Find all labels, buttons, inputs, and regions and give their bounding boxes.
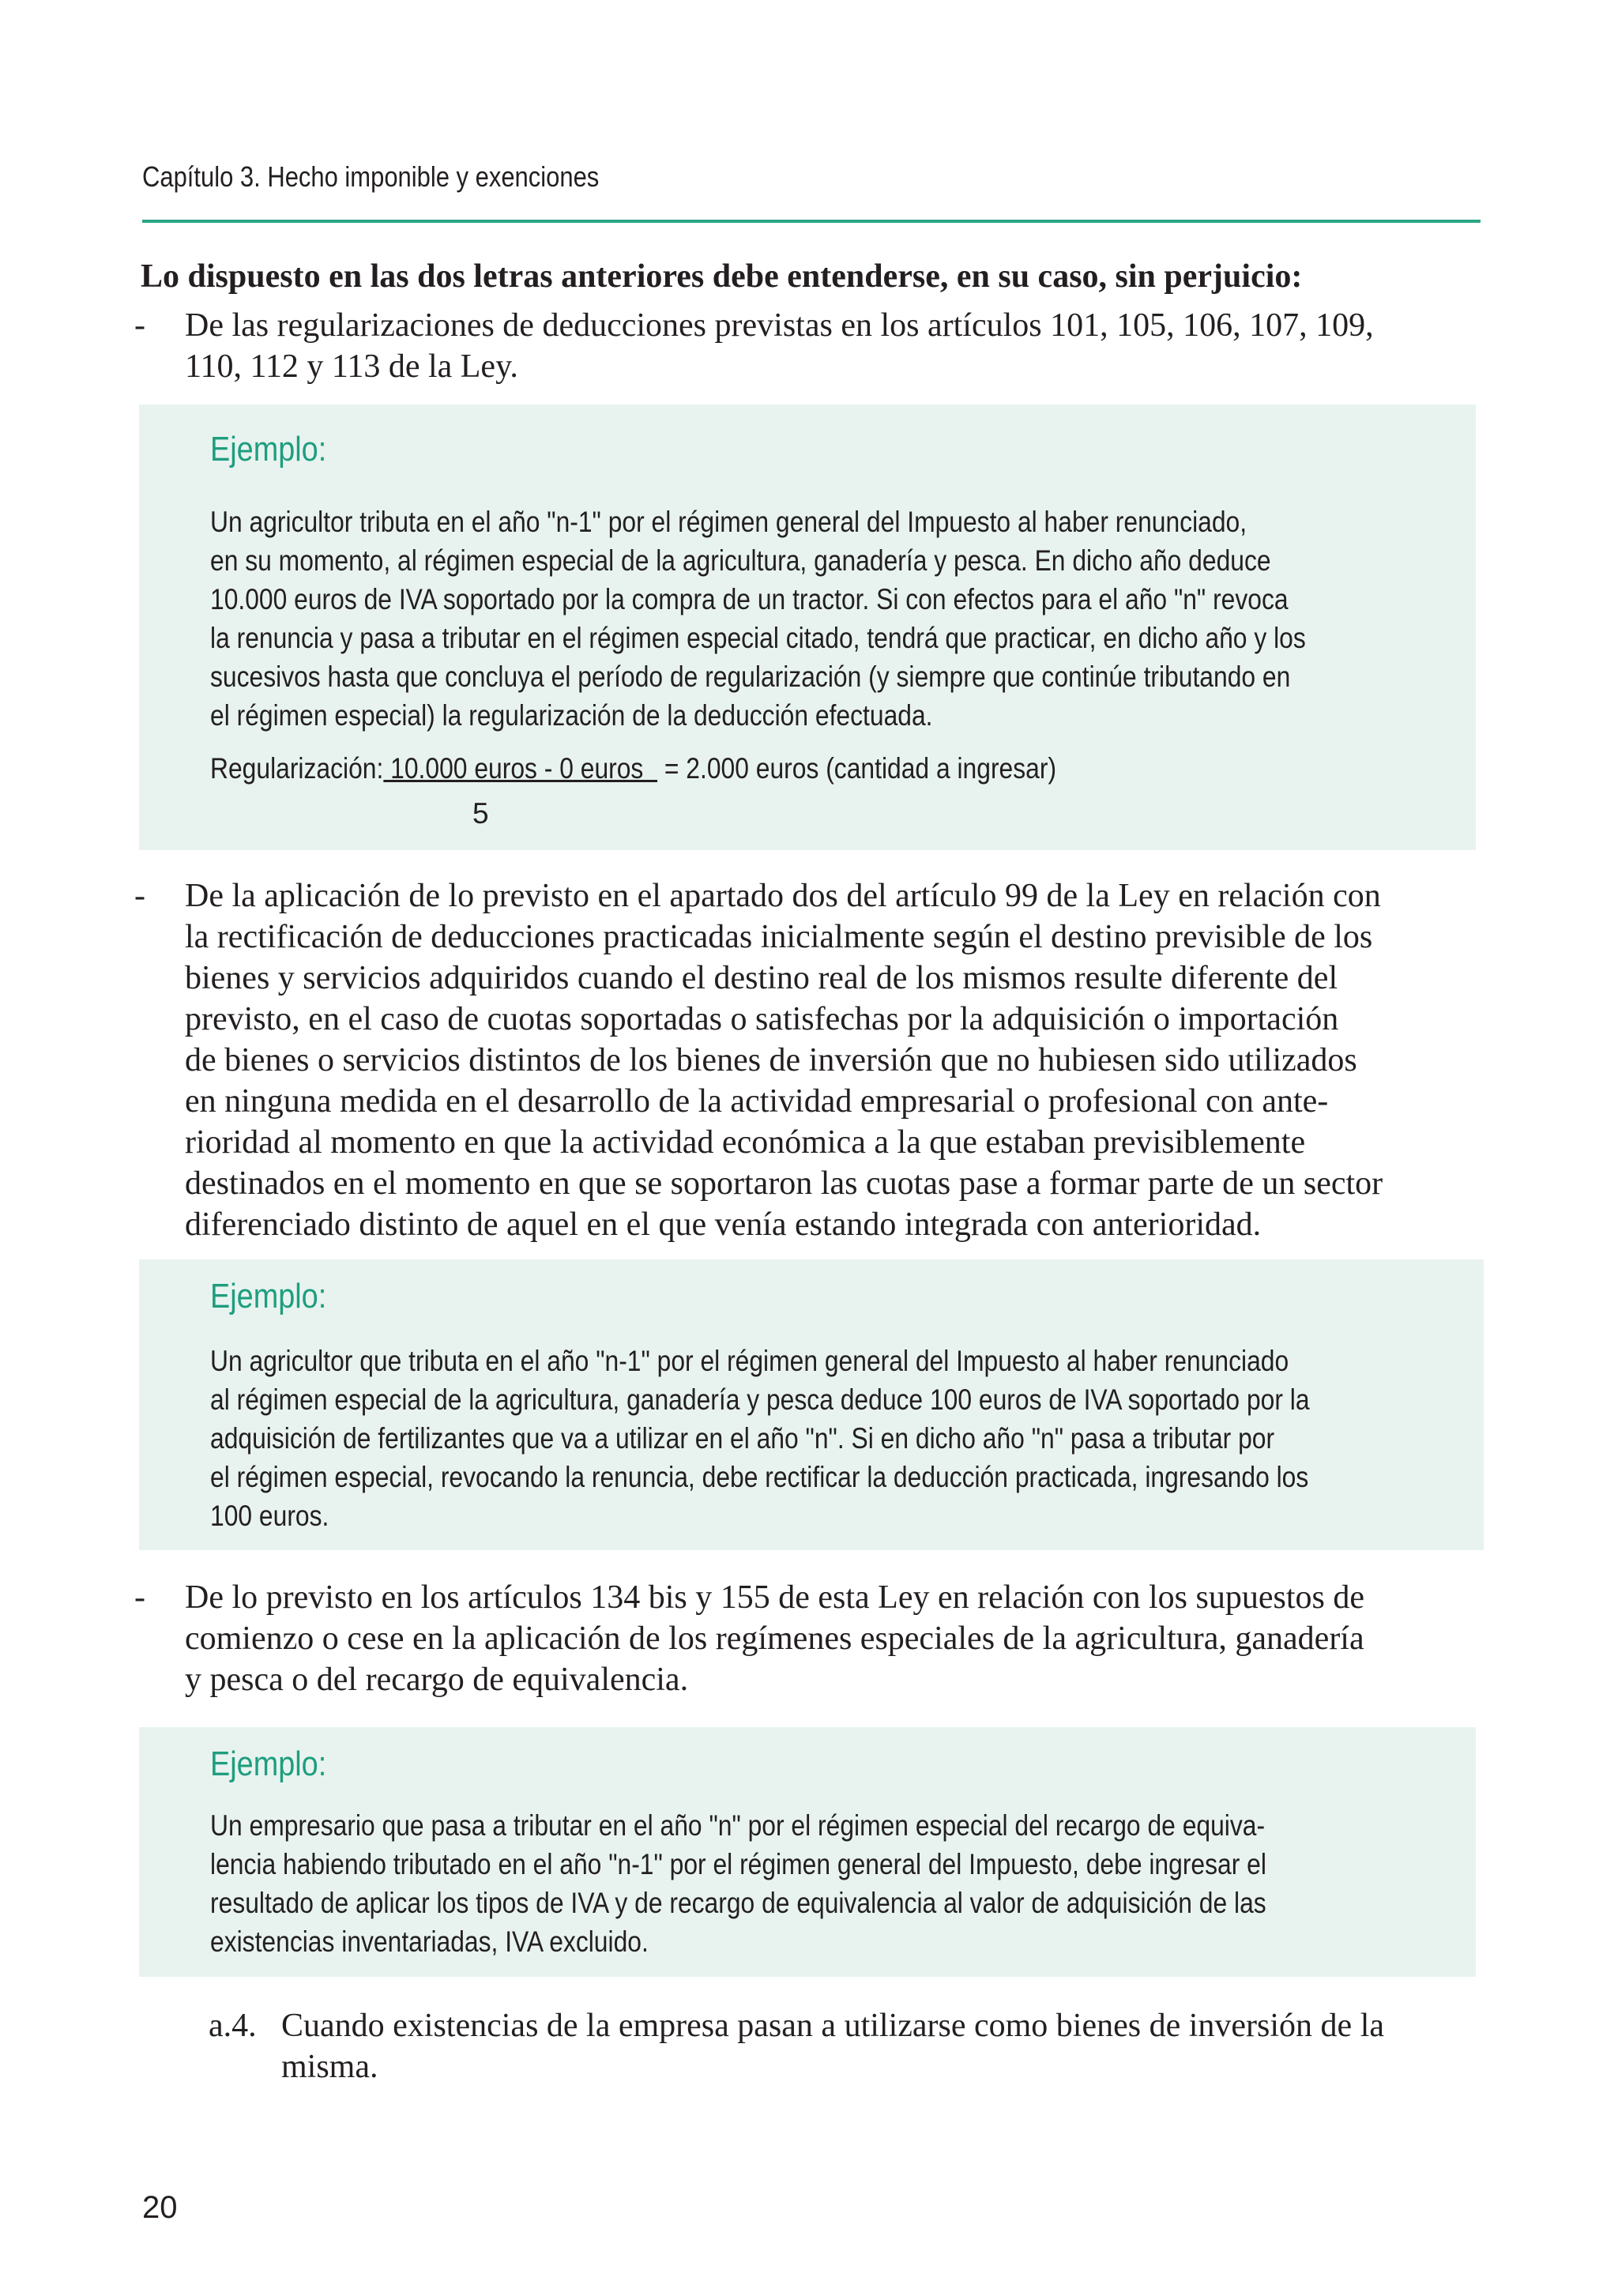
text-line: de bienes o servicios distintos de los bienes de inversión que no hubiesen sido utilizados [185,1042,1357,1078]
text-line: destinados en el momento en que se soportaron las cuotas pase a formar parte de un sector [185,1165,1383,1202]
text-line: comienzo o cese en la aplicación de los regímenes especiales de la agricultura, ganadería [185,1620,1364,1657]
text-line: lencia habiendo tributado en el año "n-1" por el régimen general del Impuesto, debe ingresar el [210,1848,1266,1880]
list-item [134,875,1487,1245]
text-line: la rectificación de deducciones practicadas inicialmente según el destino previsible de los [185,919,1373,955]
list-dash: - [134,307,145,344]
example-box [139,405,1476,850]
text-line: Un empresario que pasa a tributar en el año "n" por el régimen especial del recargo de equiva- [210,1809,1266,1842]
formula-numerator: 10.000 euros - 0 euros [383,752,658,785]
text-line: De la aplicación de lo previsto en el apartado dos del artículo 99 de la Ley en relación con [185,878,1381,914]
text-line: el régimen especial) la regularización de la deducción efectuada. [210,699,933,732]
formula-equals: = [664,752,679,785]
formula-label: Regularización: [210,752,384,785]
sub-item [209,2005,1487,2087]
lead-paragraph: Lo dispuesto en las dos letras anteriores debe entenderse, en su caso, sin perjuicio: [141,258,1303,295]
text-line: al régimen especial de la agricultura, ganadería y pesca deduce 100 euros de IVA soportado por la [210,1383,1310,1416]
text-line: el régimen especial, revocando la renuncia, debe rectificar la deducción practicada, ingresando los [210,1461,1309,1493]
text-line: en su momento, al régimen especial de la agricultura, ganadería y pesca. En dicho año deduce [210,544,1271,577]
list-item [134,305,1487,387]
formula-result: 2.000 euros (cantidad a ingresar) [686,752,1057,785]
text-line: De las regularizaciones de deducciones previstas en los artículos 101, 105, 106, 107, 109, [185,307,1374,344]
text-line: diferenciado distinto de aquel en el que venía estando integrada con anterioridad. [185,1206,1262,1243]
example-box [139,1259,1484,1550]
text-line: previsto, en el caso de cuotas soportadas o satisfechas por la adquisición o importación [185,1001,1339,1037]
text-line: Un agricultor tributa en el año "n-1" por el régimen general del Impuesto al haber renunciado, [210,506,1247,538]
text-line: adquisición de fertilizantes que va a utilizar en el año "n". Si en dicho año "n" pasa a tributar por [210,1422,1275,1455]
text-line: bienes y servicios adquiridos cuando el destino real de los mismos resulte diferente del [185,960,1338,996]
text-line: 100 euros. [210,1500,329,1532]
example-box [139,1727,1476,1977]
text-line: 110, 112 y 113 de la Ley. [185,348,518,385]
text-line: 10.000 euros de IVA soportado por la compra de un tractor. Si con efectos para el año "n" revoca [210,583,1289,615]
list-dash: - [134,1579,145,1616]
chapter-header: Capítulo 3. Hecho imponible y exenciones [142,160,600,193]
regularizacion-formula [210,752,1056,785]
page-number: 20 [142,2190,178,2225]
list-item [134,1577,1487,1700]
example-title: Ejemplo: [210,1745,327,1783]
text-line: Un agricultor que tributa en el año "n-1" por el régimen general del Impuesto al haber renunciado [210,1345,1289,1377]
header-rule [142,220,1481,223]
list-dash: - [134,878,145,914]
text-line: en ninguna medida en el desarrollo de la actividad empresarial o profesional con ante- [185,1083,1329,1120]
text-line: misma. [281,2049,378,2085]
example-title: Ejemplo: [210,1277,327,1315]
text-line: De lo previsto en los artículos 134 bis y 155 de esta Ley en relación con los supuestos de [185,1579,1365,1616]
formula-denominator: 5 [472,797,489,830]
sub-item-marker: a.4. [209,2008,257,2044]
text-line: la renuncia y pasa a tributar en el régimen especial citado, tendrá que practicar, en dicho año y los [210,622,1306,654]
text-line: y pesca o del recargo de equivalencia. [185,1662,689,1698]
example-title: Ejemplo: [210,430,327,469]
text-line: sucesivos hasta que concluya el período de regularización (y siempre que continúe tributando en [210,661,1291,693]
text-line: rioridad al momento en que la actividad económica a la que estaban previsiblemente [185,1124,1306,1161]
text-line: existencias inventariadas, IVA excluido. [210,1925,649,1958]
text-line: resultado de aplicar los tipos de IVA y de recargo de equivalencia al valor de adquisición de las [210,1887,1266,1919]
text-line: Cuando existencias de la empresa pasan a utilizarse como bienes de inversión de la [281,2008,1385,2044]
